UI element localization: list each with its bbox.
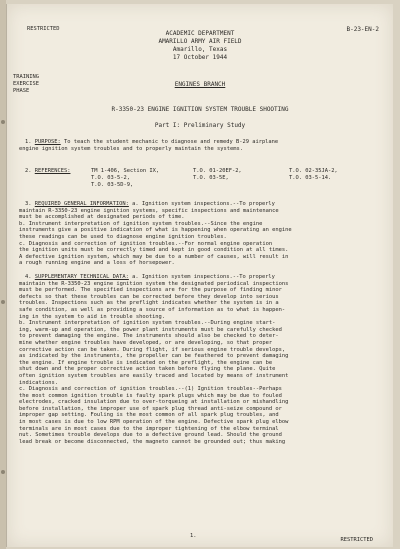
reference-item: T.O. 03-5E, <box>193 174 229 181</box>
text-line: to prevent damaging the engine. The instruments should also be checked to deter- <box>19 333 279 340</box>
references-column-2 <box>193 168 242 182</box>
section-number: 1. <box>25 139 32 145</box>
references-column-3 <box>289 168 338 182</box>
text-line: the ignition units must be correctly timed and kept in good condition at all times. <box>19 247 289 254</box>
reference-item: T.O. 03-5-14. <box>289 174 332 181</box>
branch-title: ENGINES BRANCH <box>174 81 226 88</box>
text-line: as indicated by the instruments, the propeller can be feathered to prevent damaging <box>19 353 289 360</box>
text-line: must be performed. The specified inspections are for the purpose of finding minor <box>19 287 282 294</box>
text-line: To teach the student mechanic to diagnose and remedy B-29 airplane <box>63 139 279 145</box>
text-line: corrective action can be taken. During flight, if serious engine trouble develops, <box>19 346 286 353</box>
text-line: in most cases is due to low RPM operation of the engine. Defective spark plug elbow <box>19 419 289 426</box>
text-line: troubles. Inspections such as the preflight indicates whether the system is in a <box>19 300 279 307</box>
location: Amarillo, Texas <box>172 46 228 53</box>
restricted-label: RESTRICTED <box>27 26 60 32</box>
section-label: REFERENCES: <box>34 168 71 174</box>
text-line: before installation, the improper use of spark plug thread anti-seize compound or <box>19 405 282 412</box>
section-label: PURPOSE: <box>34 139 61 145</box>
reference-item: T.O. 03-5D-9, <box>91 181 134 188</box>
text-line: a rough running engine and a loss of horsepower. <box>19 260 175 267</box>
organization-line-1: ACADEMIC DEPARTMENT <box>165 30 235 37</box>
page-number: 1. <box>190 533 197 539</box>
part-title: Part I: Preliminary Study <box>154 122 246 129</box>
text-line: instruments give a positive indication of what is happening when operating an engine <box>19 227 292 234</box>
reference-item: T.O. 01-20EF-2, <box>193 168 242 174</box>
text-line: c. Diagnosis and correction of ignition troubles.--(1) Ignition troubles--Perhaps <box>19 386 282 393</box>
text-line: improper gap setting. Fouling is the most common of all spark plug troubles, and <box>19 412 279 419</box>
text-line: often ignition system troubles are easily traced and located by means of instrument <box>19 372 289 379</box>
references-column-1 <box>91 168 159 188</box>
text-line: terminals are in most cases due to the improper tightening of the elbow terminal <box>19 425 279 432</box>
text-line: indications. <box>19 379 58 386</box>
text-line: mine whether engine troubles have developed, or are developing, so that proper <box>19 339 273 346</box>
text-line: lead break or become disconnected, the magneto cannot be grounded out; thus making <box>19 438 286 445</box>
section-label: SUPPLEMENTARY TECHNICAL DATA: <box>34 274 129 280</box>
footer-restricted-label: RESTRICTED <box>340 537 373 543</box>
text-line: b. Instrument interpretation of ignition system troubles.--Since the engine <box>19 220 263 227</box>
text-line: the engine. If engine trouble is indicated on the preflight, the engine can be <box>19 359 273 366</box>
section-number: 4. <box>25 274 32 280</box>
text-line: a. Ignition system inspections.--To properly <box>132 201 275 207</box>
technical-data-section <box>19 274 385 445</box>
section-number: 2. <box>25 168 32 174</box>
binder-hole <box>1 470 5 474</box>
text-line: ing, warm-up and operation, the power plant instruments must be carefully checked <box>19 326 282 333</box>
section-label: REQUIRED GENERAL INFORMATION: <box>34 201 129 207</box>
text-line: must be accomplished at designated periods of time. <box>19 214 185 221</box>
section-number: 3. <box>25 201 32 207</box>
reference-item: T.O. 02-35JA-2, <box>289 168 338 174</box>
phase-line-2: EXERCISE <box>13 81 39 87</box>
text-line: nut. Sometimes trouble develops due to a defective ground lead. Should the ground <box>19 432 282 439</box>
text-line: shut down and the proper corrective action taken before flying the plane. Quite <box>19 366 276 373</box>
text-line: a. Ignition system inspections.--To properly <box>132 274 275 280</box>
text-line: maintain R-3350-23 engine ignition systems, specific inspections and maintenance <box>19 207 279 214</box>
binder-hole <box>1 120 5 124</box>
organization-line-2: AMARILLO ARMY AIR FIELD <box>158 38 242 45</box>
phase-line-1: TRAINING <box>13 74 39 80</box>
reference-item: TM 1-406, Section IX, <box>91 168 160 174</box>
text-line: b. Instrument interpretation of ignition system troubles.--During engine start- <box>19 320 276 327</box>
text-line: these readings can be used to diagnose engine ignition troubles. <box>19 233 227 240</box>
reference-item: T.O. 03-5-2, <box>91 174 130 181</box>
text-line: electrodes, cracked insulation due to over-torqueing at installation or mishandling <box>19 399 289 406</box>
text-line: safe condition, as well as providing a source of information as to what is happen- <box>19 306 286 313</box>
binder-hole <box>1 300 5 304</box>
purpose-section <box>19 139 385 152</box>
document-number: B-23-EN-2 <box>346 26 379 33</box>
document-page <box>6 4 393 547</box>
document-date: 17 October 1944 <box>172 54 228 61</box>
text-line: defects so that these troubles can be corrected before they develop into serious <box>19 293 279 300</box>
text-line: c. Diagnosis and correction of ignition troubles.--For normal engine operation <box>19 240 273 247</box>
text-line: engine ignition system troubles and to properly maintain the systems. <box>19 145 243 152</box>
text-line: ing in the system to aid in trouble shooting. <box>19 313 166 320</box>
text-line: the most common ignition trouble is faulty spark plugs which may be due to fouled <box>19 392 282 399</box>
text-line: A defective ignition system, which may be due to a number of causes, will result in <box>19 253 289 260</box>
text-line: maintain the R-3350-23 engine ignition system the designated periodical inspections <box>19 280 289 287</box>
references-label-group <box>25 168 70 175</box>
document-title: R-3350-23 ENGINE IGNITION SYSTEM TROUBLE SHOOTING <box>111 106 289 113</box>
general-information-section <box>19 201 385 267</box>
phase-line-3: PHASE <box>13 88 30 94</box>
